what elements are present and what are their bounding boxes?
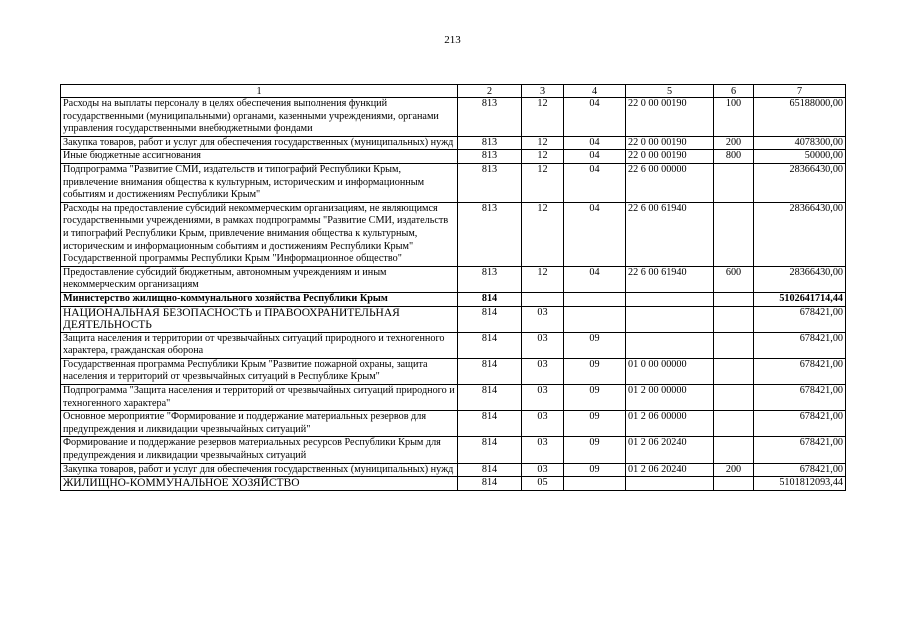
row-target-article: 01 2 06 00000	[626, 411, 714, 437]
row-amount: 4078300,00	[754, 136, 846, 150]
budget-table	[60, 84, 846, 491]
column-header: 7	[754, 85, 846, 98]
row-description: Государственная программа Республики Крым "Развитие пожарной охраны, защита населения и территорий от чрезвычайных ситуаций в Республике Крым"	[61, 358, 458, 384]
row-expense-type	[714, 411, 754, 437]
row-description: Предоставление субсидий бюджетным, автономным учреждениям и иным некоммерческим организациям	[61, 266, 458, 292]
row-amount: 28366430,00	[754, 202, 846, 266]
row-amount: 678421,00	[754, 463, 846, 477]
row-amount: 5102641714,44	[754, 292, 846, 306]
row-section-code: 03	[522, 411, 564, 437]
table-row	[61, 477, 846, 491]
column-header: 1	[61, 85, 458, 98]
row-subsection-code	[564, 292, 626, 306]
row-amount: 28366430,00	[754, 163, 846, 202]
row-admin-code: 813	[458, 163, 522, 202]
row-description: Расходы на выплаты персоналу в целях обеспечения выполнения функций государственными (муниципальными) органами, казенными учреждениями, органами управления государственными внебюджетными фондами	[61, 98, 458, 137]
row-description: Закупка товаров, работ и услуг для обеспечения государственных (муниципальных) нужд	[61, 136, 458, 150]
row-section-code: 03	[522, 332, 564, 358]
row-subsection-code	[564, 477, 626, 491]
row-target-article: 22 0 00 00190	[626, 136, 714, 150]
column-header: 3	[522, 85, 564, 98]
row-admin-code: 814	[458, 385, 522, 411]
row-subsection-code: 04	[564, 150, 626, 164]
row-section-code: 12	[522, 202, 564, 266]
row-section-code	[522, 292, 564, 306]
row-subsection-code: 09	[564, 411, 626, 437]
row-section-code: 03	[522, 463, 564, 477]
table-row	[61, 411, 846, 437]
row-admin-code: 814	[458, 437, 522, 463]
row-target-article: 22 0 00 00190	[626, 150, 714, 164]
row-expense-type	[714, 306, 754, 332]
row-amount: 678421,00	[754, 332, 846, 358]
row-target-article: 22 6 00 61940	[626, 266, 714, 292]
row-amount: 678421,00	[754, 385, 846, 411]
row-target-article: 22 6 00 00000	[626, 163, 714, 202]
table-header-row	[61, 85, 846, 98]
row-expense-type	[714, 477, 754, 491]
table-row	[61, 163, 846, 202]
row-section-code: 03	[522, 385, 564, 411]
row-admin-code: 814	[458, 358, 522, 384]
row-admin-code: 814	[458, 463, 522, 477]
row-amount: 65188000,00	[754, 98, 846, 137]
row-amount: 678421,00	[754, 411, 846, 437]
table-row	[61, 306, 846, 332]
row-section-code: 12	[522, 98, 564, 137]
row-subsection-code	[564, 306, 626, 332]
row-amount: 5101812093,44	[754, 477, 846, 491]
row-expense-type	[714, 163, 754, 202]
row-admin-code: 813	[458, 150, 522, 164]
table-row	[61, 358, 846, 384]
row-admin-code: 814	[458, 306, 522, 332]
table-row	[61, 266, 846, 292]
row-expense-type	[714, 358, 754, 384]
row-expense-type: 600	[714, 266, 754, 292]
row-admin-code: 814	[458, 411, 522, 437]
row-expense-type: 200	[714, 136, 754, 150]
row-target-article: 22 6 00 61940	[626, 202, 714, 266]
row-section-code: 12	[522, 163, 564, 202]
table-row	[61, 136, 846, 150]
row-admin-code: 814	[458, 292, 522, 306]
row-description: Формирование и поддержание резервов материальных ресурсов Республики Крым для предупреждения и ликвидации чрезвычайных ситуаций	[61, 437, 458, 463]
row-amount: 678421,00	[754, 358, 846, 384]
row-expense-type: 100	[714, 98, 754, 137]
row-description: Иные бюджетные ассигнования	[61, 150, 458, 164]
table-row	[61, 150, 846, 164]
row-subsection-code: 04	[564, 98, 626, 137]
row-subsection-code: 09	[564, 358, 626, 384]
column-header: 4	[564, 85, 626, 98]
row-subsection-code: 09	[564, 332, 626, 358]
row-target-article	[626, 292, 714, 306]
row-subsection-code: 09	[564, 385, 626, 411]
table-row	[61, 385, 846, 411]
row-subsection-code: 04	[564, 136, 626, 150]
row-admin-code: 813	[458, 136, 522, 150]
row-target-article	[626, 332, 714, 358]
row-section-code: 03	[522, 306, 564, 332]
row-admin-code: 813	[458, 98, 522, 137]
row-admin-code: 813	[458, 202, 522, 266]
column-header: 6	[714, 85, 754, 98]
row-description: Расходы на предоставление субсидий некоммерческим организациям, не являющимся государственными учреждениями, в рамках подпрограммы "Развитие СМИ, издательств и типографий Республики Крым, привлечение внимания общества к культурным, историческим и информационным событиям и достижениям Республики Крым" Государственной программы Республики Крым "Информационное общество"	[61, 202, 458, 266]
row-section-code: 03	[522, 437, 564, 463]
row-description: Подпрограмма "Защита населения и территорий от чрезвычайных ситуаций природного и техногенного характера"	[61, 385, 458, 411]
page-number: 213	[444, 34, 461, 46]
row-target-article: 22 0 00 00190	[626, 98, 714, 137]
row-section-code: 12	[522, 266, 564, 292]
row-target-article	[626, 306, 714, 332]
row-section-code: 12	[522, 150, 564, 164]
row-subsection-code: 09	[564, 437, 626, 463]
row-admin-code: 813	[458, 266, 522, 292]
table-row	[61, 437, 846, 463]
column-header: 5	[626, 85, 714, 98]
table-row	[61, 292, 846, 306]
row-description: ЖИЛИЩНО-КОММУНАЛЬНОЕ ХОЗЯЙСТВО	[61, 477, 458, 491]
row-description: НАЦИОНАЛЬНАЯ БЕЗОПАСНОСТЬ и ПРАВООХРАНИТЕЛЬНАЯ ДЕЯТЕЛЬНОСТЬ	[61, 306, 458, 332]
row-expense-type	[714, 332, 754, 358]
row-expense-type	[714, 385, 754, 411]
row-admin-code: 814	[458, 332, 522, 358]
row-amount: 28366430,00	[754, 266, 846, 292]
row-section-code: 12	[522, 136, 564, 150]
row-subsection-code: 04	[564, 202, 626, 266]
row-admin-code: 814	[458, 477, 522, 491]
row-section-code: 03	[522, 358, 564, 384]
row-target-article: 01 0 00 00000	[626, 358, 714, 384]
row-expense-type: 800	[714, 150, 754, 164]
table-row	[61, 463, 846, 477]
column-header: 2	[458, 85, 522, 98]
row-description: Основное мероприятие "Формирование и поддержание материальных резервов для предупреждения и ликвидации чрезвычайных ситуаций"	[61, 411, 458, 437]
row-description: Подпрограмма "Развитие СМИ, издательств и типографий Республики Крым, привлечение внимания общества к культурным, историческим и информационным событиям и достижениям Республики Крым"	[61, 163, 458, 202]
row-subsection-code: 04	[564, 163, 626, 202]
row-description: Защита населения и территории от чрезвычайных ситуаций природного и техногенного характера, гражданская оборона	[61, 332, 458, 358]
row-expense-type: 200	[714, 463, 754, 477]
row-amount: 678421,00	[754, 306, 846, 332]
row-expense-type	[714, 202, 754, 266]
row-target-article: 01 2 06 20240	[626, 463, 714, 477]
row-expense-type	[714, 437, 754, 463]
row-amount: 678421,00	[754, 437, 846, 463]
row-amount: 50000,00	[754, 150, 846, 164]
row-subsection-code: 09	[564, 463, 626, 477]
row-target-article: 01 2 00 00000	[626, 385, 714, 411]
row-description: Закупка товаров, работ и услуг для обеспечения государственных (муниципальных) нужд	[61, 463, 458, 477]
row-description: Министерство жилищно-коммунального хозяйства Республики Крым	[61, 292, 458, 306]
row-target-article: 01 2 06 20240	[626, 437, 714, 463]
row-section-code: 05	[522, 477, 564, 491]
table-row	[61, 98, 846, 137]
table-row	[61, 332, 846, 358]
table-row	[61, 202, 846, 266]
row-subsection-code: 04	[564, 266, 626, 292]
row-target-article	[626, 477, 714, 491]
row-expense-type	[714, 292, 754, 306]
